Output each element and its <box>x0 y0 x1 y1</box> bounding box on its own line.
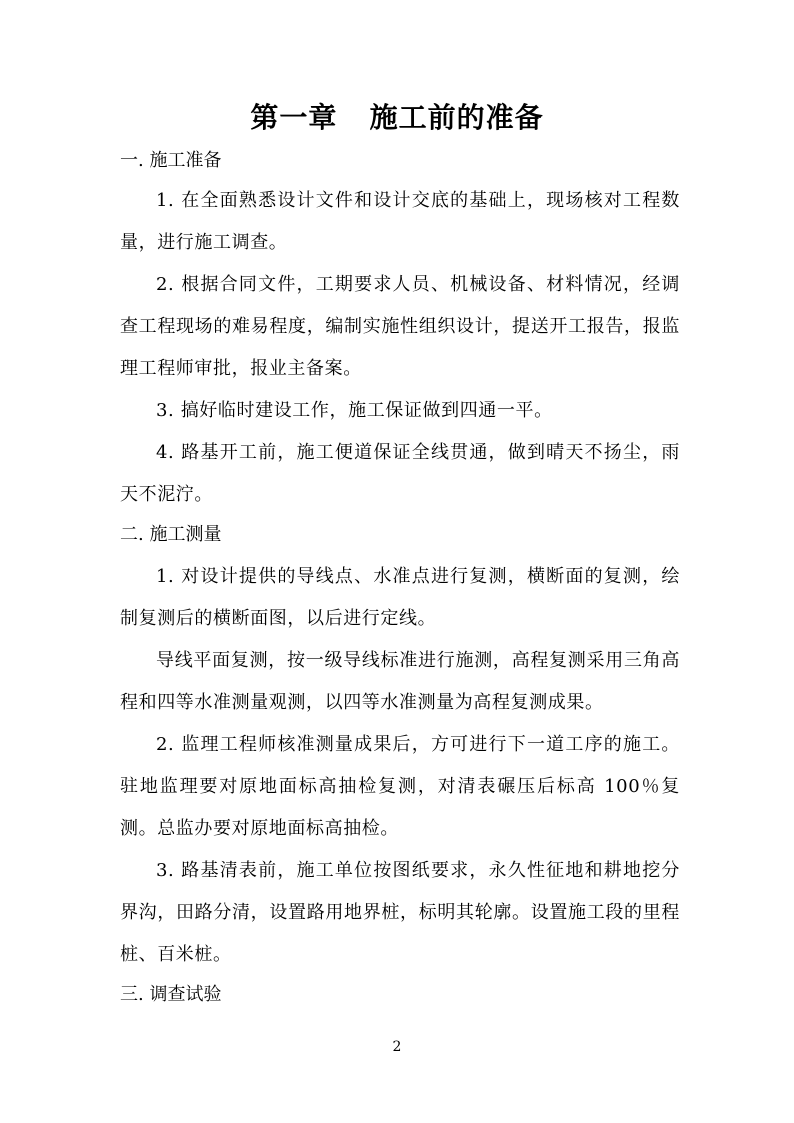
section-heading-2: 二. 施工测量 <box>120 524 222 545</box>
page-title: 第一章 施工前的准备 <box>250 101 544 134</box>
paragraph-1-1: 1. 在全面熟悉设计文件和设计交底的基础上，现场核对工程数量，进行施工调查。 <box>120 190 680 253</box>
section-heading-3: 三. 调查试验 <box>120 984 222 1005</box>
paragraph-2-1: 1. 对设计提供的导线点、水准点进行复测，横断面的复测，绘制复测后的横断面图，以后进行定线。 <box>120 566 680 629</box>
paragraph-1-2: 2. 根据合同文件，工期要求人员、机械设备、材料情况，经调查工程现场的难易程度，编制实施性组织设计，提送开工报告，报监理工程师审批，报业主备案。 <box>120 274 680 379</box>
section-heading-1: 一. 施工准备 <box>120 150 222 171</box>
paragraph-2-2: 导线平面复测，按一级导线标准进行施测，高程复测采用三角高程和四等水准测量观测，以四等水准测量为高程复测成果。 <box>120 650 680 713</box>
paragraph-1-4: 4. 路基开工前，施工便道保证全线贯通，做到晴天不扬尘，雨天不泥泞。 <box>120 442 680 505</box>
page-number: 2 <box>392 1039 402 1055</box>
paragraph-1-3: 3. 搞好临时建设工作，施工保证做到四通一平。 <box>156 400 553 421</box>
paragraph-2-3: 2. 监理工程师核准测量成果后，方可进行下一道工序的施工。驻地监理要对原地面标高抽检复测，对清表碾压后标高 100％复测。总监办要对原地面标高抽检。 <box>120 734 680 839</box>
paragraph-2-4: 3. 路基清表前，施工单位按图纸要求，永久性征地和耕地挖分界沟，田路分清，设置路用地界桩，标明其轮廓。设置施工段的里程桩、百米桩。 <box>120 860 680 965</box>
